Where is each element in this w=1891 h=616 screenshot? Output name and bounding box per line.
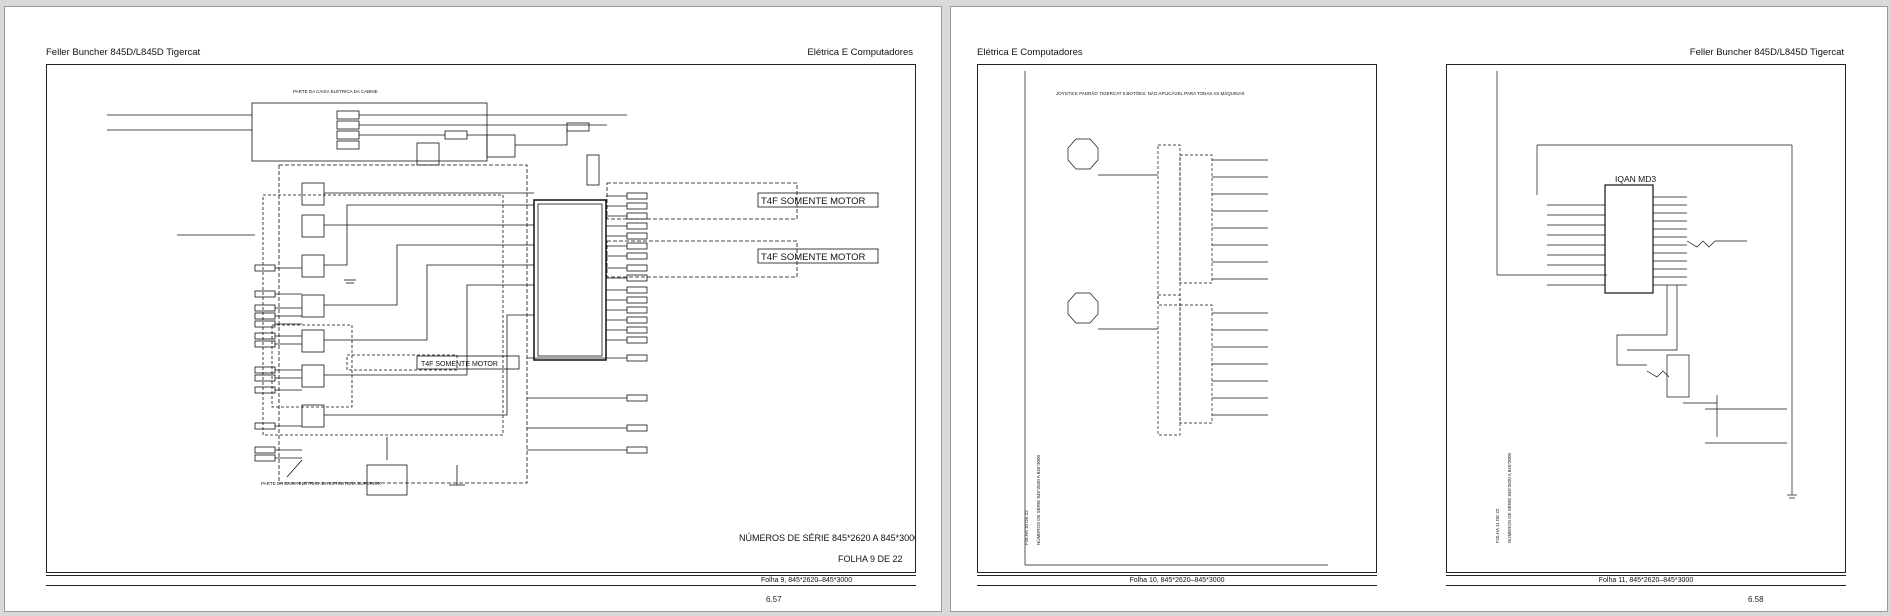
right-page-number: 6.58 bbox=[1748, 595, 1764, 604]
joystick-title: JOYSTICK PADRÃO TIGERCAT 6 BOTÕES: NÃO APLICÁVEL PARA TODAS AS MÁQUINAS bbox=[1056, 91, 1245, 96]
motor-label-2: T4F SOMENTE MOTOR bbox=[761, 252, 866, 263]
sheet11-footer-text: Folha 11, 845*2620–845*3000 bbox=[1598, 577, 1694, 584]
wiring-diagram-9 bbox=[47, 65, 915, 572]
sheet11-footer bbox=[1446, 575, 1846, 586]
left-header-section: Elétrica E Computadores bbox=[807, 47, 913, 58]
sheet-number-text: FOLHA 9 DE 22 bbox=[838, 554, 903, 564]
sheet11-side-text: NÚMEROS DE SÉRIE 845*2620 A 845*3000 bbox=[1507, 452, 1512, 543]
sheet10-footer bbox=[977, 575, 1377, 586]
left-header-title: Feller Buncher 845D/L845D Tigercat bbox=[46, 47, 201, 58]
upper-box-label: PARTE DA CAIXA ELÉTRICA DA ESTRUTURA SUPERIOR bbox=[261, 481, 381, 486]
wiring-diagram-10 bbox=[978, 65, 1376, 572]
serial-range-text: NÚMEROS DE SÉRIE 845*2620 A 845*3000 bbox=[739, 533, 915, 543]
wiring-diagram-11 bbox=[1447, 65, 1845, 572]
left-footer-text: Folha 9, 845*2620–845*3000 bbox=[761, 577, 853, 584]
right-header-section: Elétrica E Computadores bbox=[977, 47, 1083, 58]
schematic-sheet-9 bbox=[46, 64, 916, 573]
sheet10-side-text: NÚMEROS DE SÉRIE 845*2620 A 845*3000 bbox=[1036, 454, 1041, 545]
left-page-number: 6.57 bbox=[766, 595, 782, 604]
sheet11-number: FOLHA 11 DE 22 bbox=[1495, 508, 1500, 543]
cab-box-title: PARTE DA CAIXA ELÉTRICA DA CABINE bbox=[293, 89, 378, 94]
right-header-title: Feller Buncher 845D/L845D Tigercat bbox=[1689, 47, 1844, 58]
motor-label-1: T4F SOMENTE MOTOR bbox=[761, 196, 866, 207]
iqan-module-title: IQAN MD3 bbox=[1615, 174, 1657, 184]
right-page bbox=[950, 6, 1888, 612]
sheet10-number: FOLHA 10 DE 22 bbox=[1024, 510, 1029, 545]
left-footer bbox=[46, 575, 916, 586]
left-page bbox=[4, 6, 942, 612]
schematic-sheet-10 bbox=[977, 64, 1377, 573]
motor-label-3: T4F SOMENTE MOTOR bbox=[421, 361, 498, 368]
schematic-sheet-11 bbox=[1446, 64, 1846, 573]
sheet10-footer-text: Folha 10, 845*2620–845*3000 bbox=[1129, 577, 1225, 584]
